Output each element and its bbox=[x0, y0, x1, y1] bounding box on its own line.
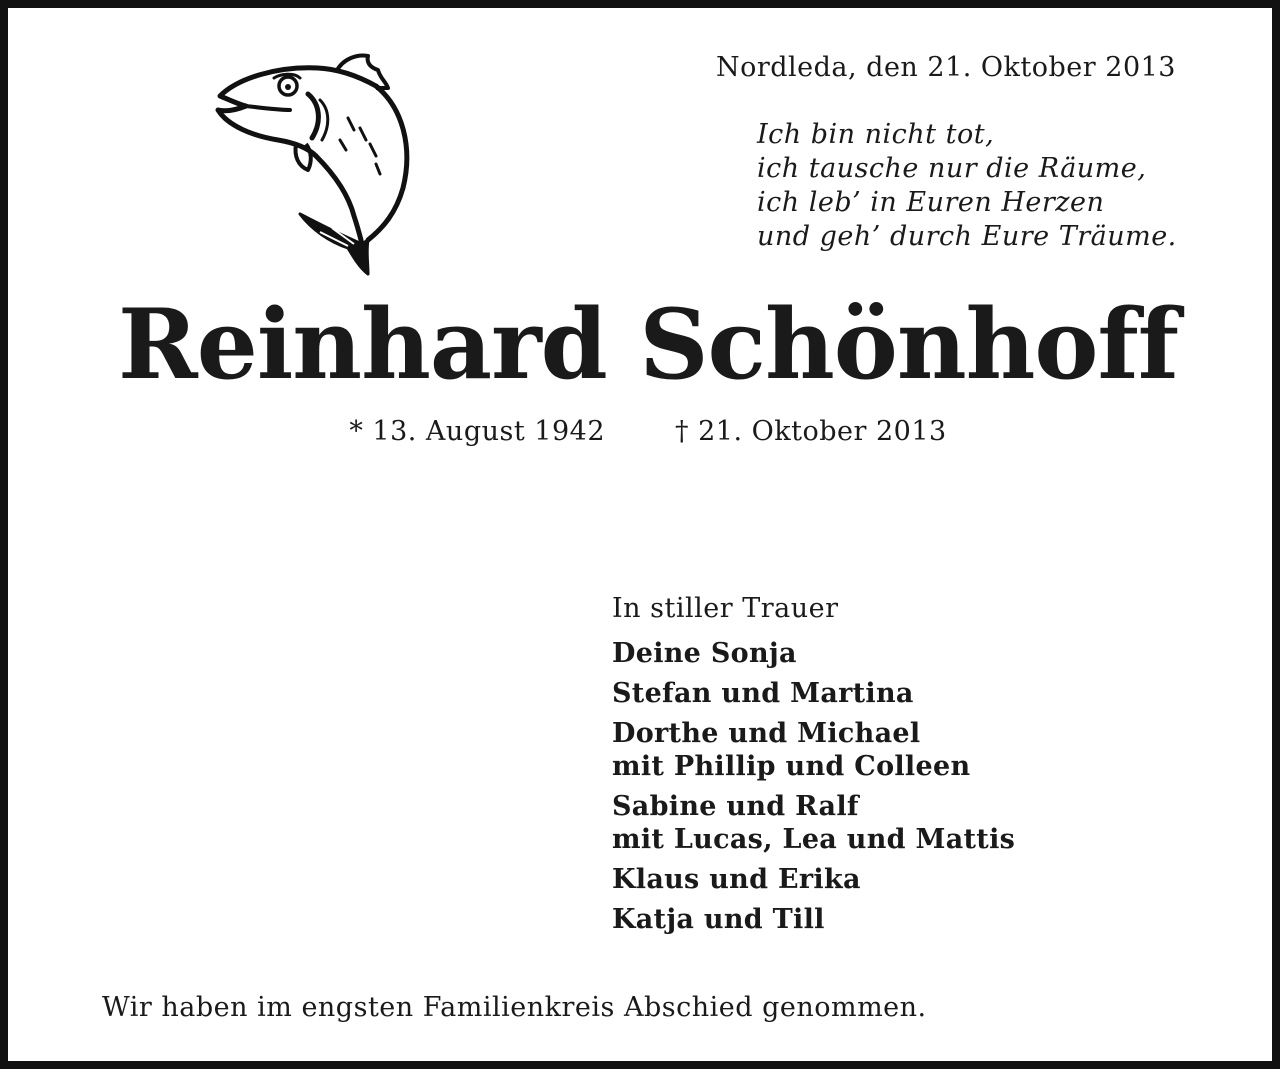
poem-line: ich tausche nur die Räume, bbox=[757, 153, 1147, 184]
poem bbox=[757, 118, 1177, 254]
mourner-line: Dorthe und Michael bbox=[612, 718, 921, 749]
mourner-line: Klaus und Erika bbox=[612, 864, 861, 895]
mourner-line: Sabine und Ralf bbox=[612, 791, 859, 822]
mourning-intro: In stiller Trauer bbox=[612, 593, 839, 624]
mourner-line: Katja und Till bbox=[612, 904, 825, 935]
mourner-line: Stefan und Martina bbox=[612, 678, 914, 709]
place-and-date: Nordleda, den 21. Oktober 2013 bbox=[715, 52, 1176, 83]
mourner-group bbox=[612, 717, 1015, 783]
poem-line: Ich bin nicht tot, bbox=[757, 119, 995, 150]
mourner-group bbox=[612, 863, 1015, 896]
jumping-fish-icon bbox=[208, 48, 428, 278]
mourner-line: mit Phillip und Colleen bbox=[612, 751, 971, 782]
deceased-name: Reinhard Schönhoff bbox=[117, 288, 1179, 401]
mourners-block bbox=[612, 591, 1015, 943]
mourner-group bbox=[612, 790, 1015, 856]
mourner-group bbox=[612, 637, 1015, 670]
poem-line: und geh’ durch Eure Träume. bbox=[757, 221, 1177, 252]
death-date: † 21. Oktober 2013 bbox=[675, 416, 947, 447]
life-dates bbox=[8, 416, 1280, 447]
mourner-line: mit Lucas, Lea und Mattis bbox=[612, 824, 1016, 855]
mourner-group bbox=[612, 677, 1015, 710]
farewell-note: Wir haben im engsten Familienkreis Abschied genommen. bbox=[102, 992, 927, 1023]
mourner-line: Deine Sonja bbox=[612, 638, 797, 669]
birth-date: * 13. August 1942 bbox=[349, 416, 605, 447]
poem-line: ich leb’ in Euren Herzen bbox=[757, 187, 1105, 218]
mourner-group bbox=[612, 903, 1015, 936]
